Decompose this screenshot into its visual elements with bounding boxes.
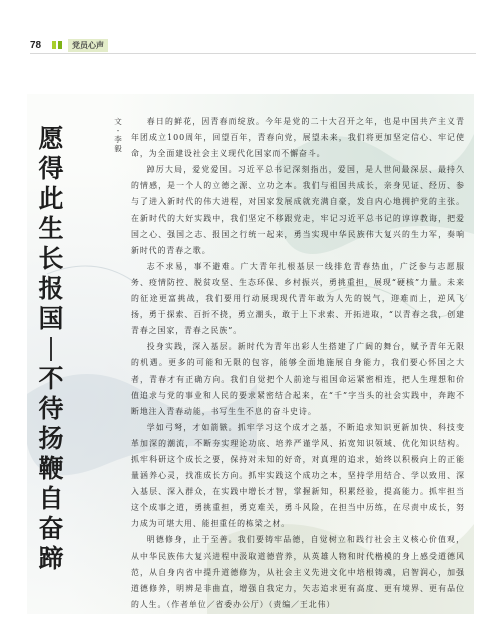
paragraph: 明德修身，止于至善。我们要铸牢品德，自觉树立和践行社会主义核心价值观，从中华民族伟大复兴进程中汲取道德营养，从英雄人物和时代楷模的身上感受道德风范，从自身内省中提升道德修为，从社会主义先进文化中培根铸魂，启智润心，加强道德修养，明辨是非曲直，增强自我定力，矢志追求更有高度、更有境界、更有品位的人生。（作者单位／省委办公厅）（责编／王北伟） xyxy=(131,535,465,609)
title-char: 长 xyxy=(38,244,64,273)
title-char: 得 xyxy=(38,154,64,183)
paragraph: 踔厉大局，爱党爱国。习近平总书记深刻指出，爱国，是人世间最深层、最持久的情感，是一个人的立德之源、立功之本。我们与祖国共成长，亲身见证、经历、参与了进入新时代的伟大进程，对国家发展成就充满自豪，发自内心地拥护党的主张。在新时代的大好实践中，我们坚定不移跟党走，牢记习近平总书记的谆谆教诲，把爱国之心、强国之志、报国之行统一起来，勇当实现中华民族伟大复兴的生力军，奏响新时代的青春之歌。 xyxy=(131,165,465,255)
title-line-1 xyxy=(33,124,69,334)
title-line-2 xyxy=(33,364,69,574)
header-divider xyxy=(30,53,476,54)
page-header xyxy=(30,38,108,52)
title-char: 愿 xyxy=(38,124,64,153)
title-char: 待 xyxy=(38,394,64,423)
title-char: 此 xyxy=(38,184,64,213)
author-char: 毅 xyxy=(114,144,122,153)
title-char: 扬 xyxy=(38,424,64,453)
article-body xyxy=(131,114,465,613)
title-char: 鞭 xyxy=(38,454,64,483)
author-char: 李 xyxy=(114,135,122,144)
article-title xyxy=(33,124,69,574)
byline-separator: - xyxy=(116,126,120,135)
title-char: 不 xyxy=(38,364,64,393)
paragraph: 投身实践，深入基层。新时代为青年出彩人生搭建了广阔的舞台，赋予青年无限的机遇。更多的可能和无限的包容，能够全面地施展自身能力，我们要心怀国之大者，青春才有正确方向。我们自觉把个人前途与祖国命运紧密相连，把人生理想和价值追求与党的事业和人民的要求紧密结合起来，在“千”字当头的社会实践中，奔跑不断地注入青春动能，书写生生不息的奋斗史诗。 xyxy=(131,342,465,416)
title-char: 奋 xyxy=(38,514,64,543)
section-label: 党员心声 xyxy=(68,39,108,52)
title-char: 蹄 xyxy=(38,544,64,573)
title-char: 自 xyxy=(38,484,64,513)
byline-author xyxy=(114,135,122,153)
page-number: 78 xyxy=(30,39,42,51)
section-marker-icon xyxy=(52,40,65,50)
title-char: 报 xyxy=(38,274,64,303)
byline xyxy=(112,117,124,153)
title-char: 生 xyxy=(38,214,64,243)
title-dash xyxy=(50,337,52,361)
paragraph: 志不求易，事不避难。广大青年扎根基层一线排危青春热血，广泛参与志愿服务、疫情防控、脱贫攻坚、生态环保、乡村振兴，勇挑重担，展现“硬核”力量。未来的征途更富挑战，我们要用行动展现现代青年敢为人先的锐气，迎难而上，逆风飞扬，勇于探索、百折不挠，勇立潮头，敢于上下求索、开拓进取，“以青春之我，创建青春之国家，青春之民族”。 xyxy=(131,261,465,336)
paragraph: 学如弓弩，才如箭镞。抓牢学习这个成才之基，不断追求知识更新加快、科技变革加深的潮流，不断夯实理论功底、培养严谨学风、拓宽知识领域、优化知识结构。抓牢科研这个成长之要，保持对未知的好奇，对真理的追求，始终以积极向上的正能量涵养心灵，找准成长方向。抓牢实践这个成功之本，坚持学用结合、学以致用、深入基层、深入群众，在实践中增长才智，掌握新知，积累经验，提高能力。抓牢担当这个成事之道，勇挑重担，勇克难关，勇斗风险，在担当中历练，在尽责中成长，努力成为可堪大用、能担重任的栋梁之材。 xyxy=(131,422,465,529)
title-char: 国 xyxy=(38,304,64,333)
byline-label: 文 xyxy=(114,117,122,126)
paragraph: 春日的鲜花，因青春而绽放。今年是党的二十大召开之年，也是中国共产主义青年团成立100周年，回望百年，青春向党，展望未来，我们将更加坚定信心、牢记使命，为全面建设社会主义现代化国家而不懈奋斗。 xyxy=(131,117,465,159)
